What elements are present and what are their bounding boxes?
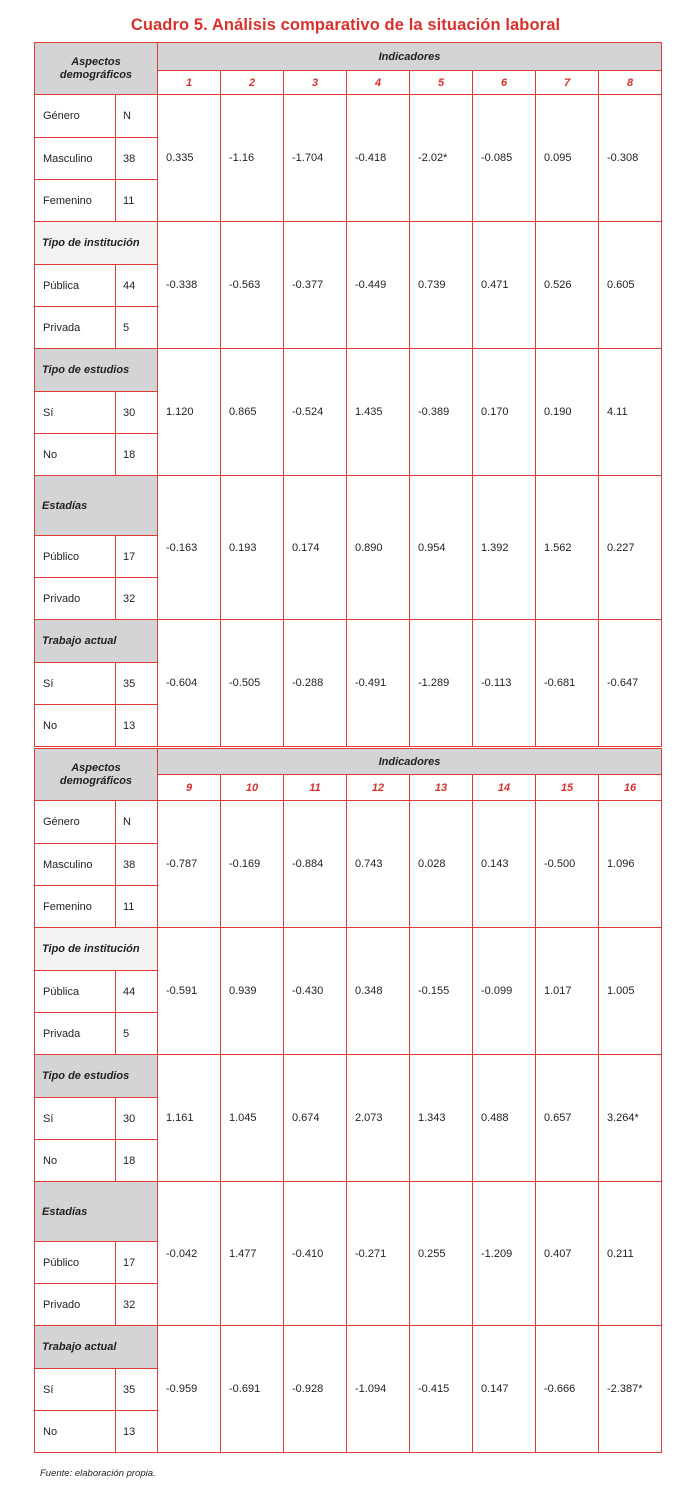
indicator-number: 8 [599,71,662,95]
value-cell: 1.477 [221,1182,284,1326]
value-cell: -0.338 [158,222,221,349]
value-cell: -0.681 [536,620,599,747]
indicator-number: 15 [536,775,599,801]
value-cell: 0.255 [410,1182,473,1326]
value-cell: -0.308 [599,95,662,222]
n-value: 17 [116,1242,158,1284]
value-cell: -0.563 [221,222,284,349]
n-value: 38 [116,138,158,180]
value-cell: 0.471 [473,222,536,349]
si-label: Sí [35,1369,116,1411]
value-cell: 0.227 [599,476,662,620]
value-cell: -0.591 [158,928,221,1055]
value-cell: -1.16 [221,95,284,222]
n-value: 30 [116,1098,158,1140]
aspectos-header: Aspectos demográficos [35,43,158,95]
value-cell: 0.743 [347,801,410,928]
value-cell: 0.335 [158,95,221,222]
value-cell: -0.389 [410,349,473,476]
value-cell: -0.163 [158,476,221,620]
value-cell: -0.418 [347,95,410,222]
value-cell: 1.435 [347,349,410,476]
value-cell: -1.704 [284,95,347,222]
value-cell: -2.02* [410,95,473,222]
value-cell: 0.939 [221,928,284,1055]
value-cell: -0.524 [284,349,347,476]
value-cell: -0.271 [347,1182,410,1326]
no-label: No [35,705,116,747]
value-cell: -0.415 [410,1326,473,1453]
value-cell: 0.170 [473,349,536,476]
value-cell: 0.657 [536,1055,599,1182]
value-cell: 0.174 [284,476,347,620]
publico-label: Público [35,536,116,578]
n-label: N [116,95,158,138]
indicator-number: 7 [536,71,599,95]
value-cell: -0.155 [410,928,473,1055]
data-table-2 [34,748,662,1453]
femenino-label: Femenino [35,180,116,222]
si-label: Sí [35,392,116,434]
value-cell: -0.647 [599,620,662,747]
value-cell: 1.096 [599,801,662,928]
n-value: 11 [116,886,158,928]
value-cell: -0.787 [158,801,221,928]
no-label: No [35,1411,116,1453]
value-cell: 0.147 [473,1326,536,1453]
n-value: 35 [116,663,158,705]
value-cell: 0.954 [410,476,473,620]
value-cell: 0.526 [536,222,599,349]
value-cell: 0.890 [347,476,410,620]
indicator-number: 10 [221,775,284,801]
value-cell: 1.005 [599,928,662,1055]
value-cell: 0.095 [536,95,599,222]
value-cell: -0.377 [284,222,347,349]
si-label: Sí [35,663,116,705]
indicator-number: 14 [473,775,536,801]
value-cell: -0.099 [473,928,536,1055]
value-cell: 0.193 [221,476,284,620]
value-cell: 0.407 [536,1182,599,1326]
value-cell: 3.264* [599,1055,662,1182]
source-footnote: Fuente: elaboración propia. [40,1468,156,1479]
indicadores-header: Indicadores [158,43,662,71]
n-value: 5 [116,307,158,349]
institucion-section: Tipo de institución [35,222,158,265]
indicator-number: 5 [410,71,473,95]
publico-label: Público [35,1242,116,1284]
n-value: 5 [116,1013,158,1055]
value-cell: -0.042 [158,1182,221,1326]
value-cell: 0.674 [284,1055,347,1182]
indicator-number: 2 [221,71,284,95]
data-table-1 [34,42,662,747]
value-cell: 1.045 [221,1055,284,1182]
value-cell: 0.190 [536,349,599,476]
privada-label: Privada [35,307,116,349]
value-cell: -2.387* [599,1326,662,1453]
indicator-number: 1 [158,71,221,95]
value-cell: -1.289 [410,620,473,747]
n-value: 30 [116,392,158,434]
value-cell: 0.348 [347,928,410,1055]
value-cell: -0.085 [473,95,536,222]
aspectos-header: Aspectos demográficos [35,749,158,801]
value-cell: 4.11 [599,349,662,476]
genero-label: Género [35,801,116,844]
indicator-number: 9 [158,775,221,801]
indicator-number: 13 [410,775,473,801]
value-cell: -0.113 [473,620,536,747]
value-cell: 1.120 [158,349,221,476]
value-cell: 0.211 [599,1182,662,1326]
n-value: 32 [116,1284,158,1326]
masculino-label: Masculino [35,844,116,886]
n-value: 18 [116,1140,158,1182]
value-cell: -0.169 [221,801,284,928]
value-cell: 0.488 [473,1055,536,1182]
n-label: N [116,801,158,844]
n-value: 38 [116,844,158,886]
indicator-number: 4 [347,71,410,95]
indicator-number: 12 [347,775,410,801]
value-cell: 1.343 [410,1055,473,1182]
value-cell: -0.288 [284,620,347,747]
value-cell: 1.562 [536,476,599,620]
publica-label: Pública [35,971,116,1013]
value-cell: 1.161 [158,1055,221,1182]
value-cell: -1.209 [473,1182,536,1326]
value-cell: 1.017 [536,928,599,1055]
indicadores-header: Indicadores [158,749,662,775]
genero-label: Género [35,95,116,138]
value-cell: -0.959 [158,1326,221,1453]
institucion-section: Tipo de institución [35,928,158,971]
n-value: 17 [116,536,158,578]
privado-label: Privado [35,578,116,620]
n-value: 35 [116,1369,158,1411]
trabajo-section: Trabajo actual [35,620,158,663]
indicator-number: 11 [284,775,347,801]
value-cell: -0.691 [221,1326,284,1453]
value-cell: -0.884 [284,801,347,928]
value-cell: -0.500 [536,801,599,928]
indicator-number: 16 [599,775,662,801]
no-label: No [35,434,116,476]
value-cell: 0.865 [221,349,284,476]
value-cell: -1.094 [347,1326,410,1453]
n-value: 44 [116,971,158,1013]
value-cell: -0.449 [347,222,410,349]
value-cell: -0.491 [347,620,410,747]
value-cell: 0.605 [599,222,662,349]
privado-label: Privado [35,1284,116,1326]
value-cell: -0.505 [221,620,284,747]
n-value: 44 [116,265,158,307]
value-cell: -0.666 [536,1326,599,1453]
value-cell: 0.739 [410,222,473,349]
value-cell: 1.392 [473,476,536,620]
estudios-section: Tipo de estudios [35,1055,158,1098]
no-label: No [35,1140,116,1182]
n-value: 13 [116,1411,158,1453]
estadias-section: Estadías [35,476,158,536]
publica-label: Pública [35,265,116,307]
estadias-section: Estadías [35,1182,158,1242]
value-cell: -0.410 [284,1182,347,1326]
value-cell: -0.430 [284,928,347,1055]
si-label: Sí [35,1098,116,1140]
indicator-number: 3 [284,71,347,95]
n-value: 11 [116,180,158,222]
value-cell: 0.143 [473,801,536,928]
n-value: 32 [116,578,158,620]
indicator-number: 6 [473,71,536,95]
value-cell: 2.073 [347,1055,410,1182]
value-cell: -0.604 [158,620,221,747]
n-value: 13 [116,705,158,747]
privada-label: Privada [35,1013,116,1055]
estudios-section: Tipo de estudios [35,349,158,392]
femenino-label: Femenino [35,886,116,928]
value-cell: 0.028 [410,801,473,928]
value-cell: -0.928 [284,1326,347,1453]
n-value: 18 [116,434,158,476]
trabajo-section: Trabajo actual [35,1326,158,1369]
masculino-label: Masculino [35,138,116,180]
table-title: Cuadro 5. Análisis comparativo de la situación laboral [130,16,561,34]
